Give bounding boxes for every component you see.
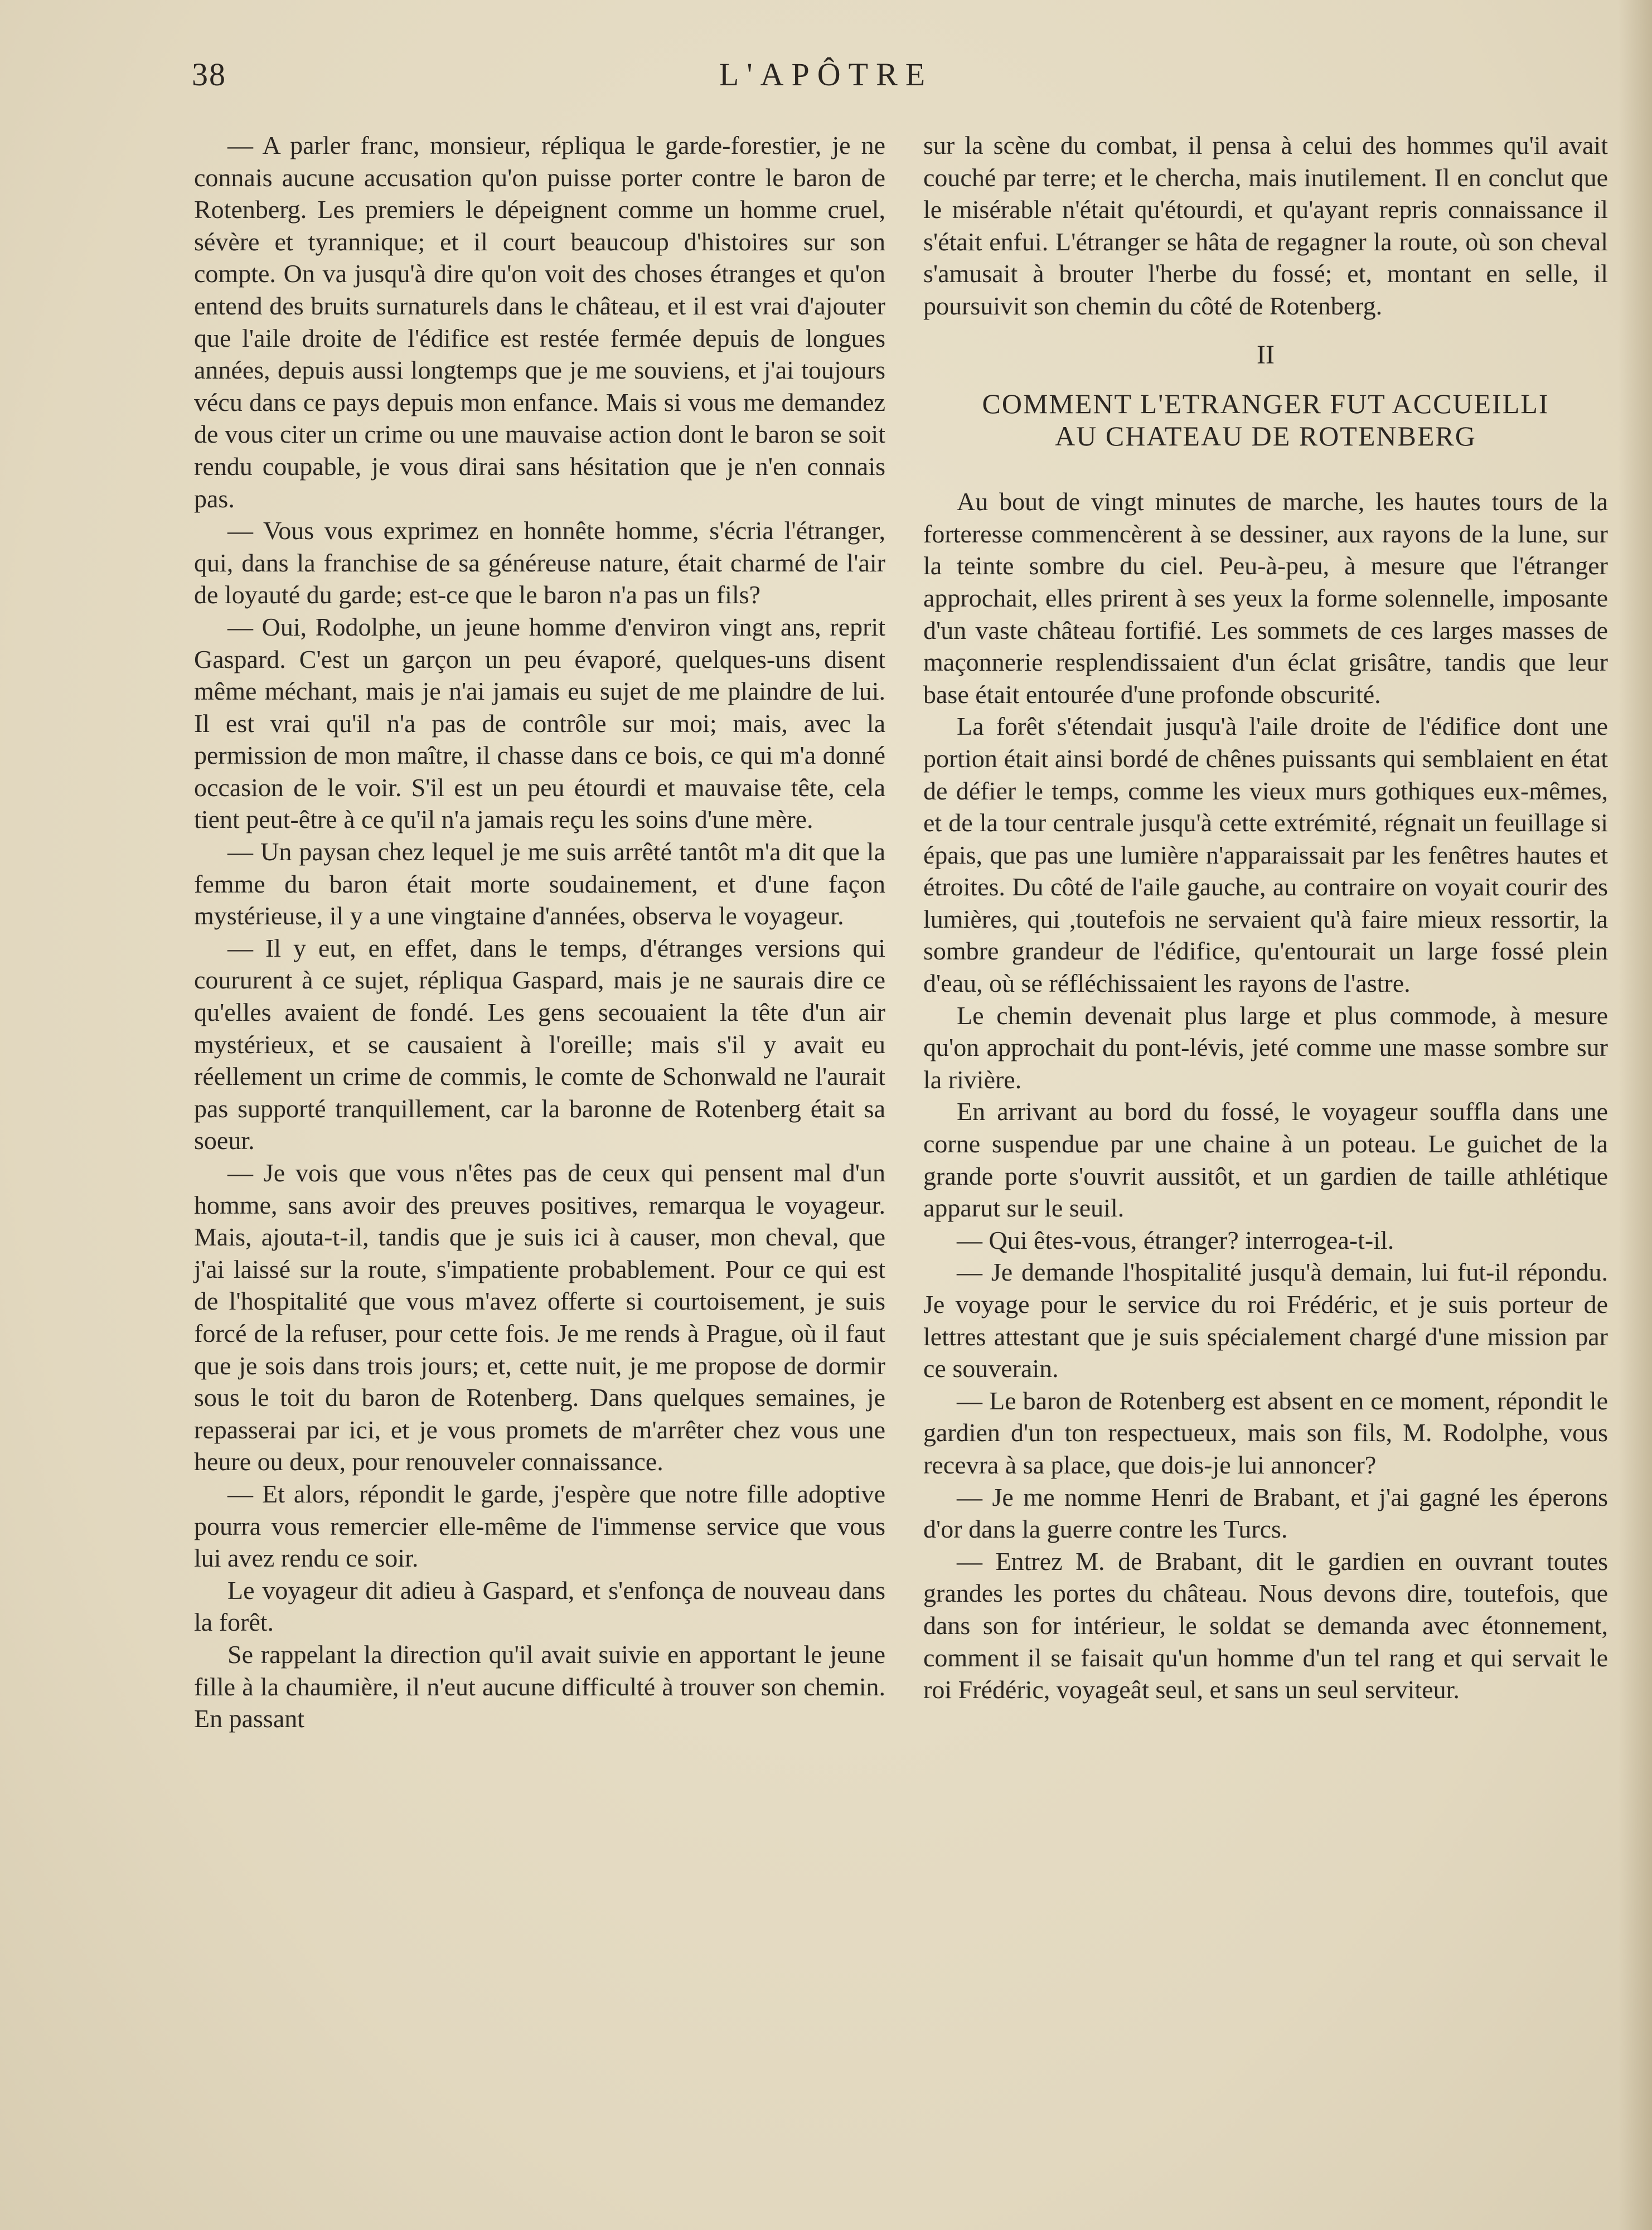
paragraph: Au bout de vingt minutes de marche, les hautes tours de la forteresse commencèrent à se dessiner, aux rayons de la lune, sur la teinte sombre du ciel. Peu-à-peu, à mesure que l'étranger approchait, elles prirent à ses yeux la forme solennelle, imposante d'un vaste château fortifié. Les sommets de ces larges masses de maçonnerie resplendissaient d'un éclat grisâtre, tandis que leur base était entourée d'une profonde obscurité. bbox=[923, 487, 1608, 709]
paragraph: — Et alors, répondit le garde, j'espère que notre fille adoptive pourra vous remercier elle-même de l'immense service que vous lui avez rendu ce soir. bbox=[194, 1479, 885, 1573]
running-title: L'APÔTRE bbox=[719, 56, 933, 93]
section-title-line: COMMENT L'ETRANGER FUT ACCUEILLI bbox=[982, 388, 1549, 420]
paragraph: — Le baron de Rotenberg est absent en ce moment, répondit le gardien d'un ton respectueux, mais son fils, M. Rodolphe, vous recevra à sa place, que dois-je lui annoncer? bbox=[923, 1386, 1608, 1479]
paragraph: — Oui, Rodolphe, un jeune homme d'environ vingt ans, reprit Gaspard. C'est un garçon un peu évaporé, quelques-uns disent même méchant, mais je n'ai jamais eu sujet de me plaindre de lui. Il est vrai qu'il n'a pas de contrôle sur moi; mais, avec la permission de mon maître, il chasse dans ce bois, ce qui m'a donné occasion de le voir. S'il est un peu étourdi et mauvaise tête, cela tient peut-être à ce qu'il n'a jamais reçu les soins d'une mère. bbox=[194, 612, 885, 834]
paragraph: — A parler franc, monsieur, répliqua le garde-forestier, je ne connais aucune accusation qu'on puisse porter contre le baron de Rotenberg. Les premiers le dépeignent comme un homme cruel, sévère et tyrannique; et il court beaucoup d'histoires sur son compte. On va jusqu'à dire qu'on voit des choses étranges et qu'on entend des bruits surnaturels dans le château, et il est vrai d'ajouter que l'aile droite de l'édifice est restée fermée depuis de longues années, depuis aussi longtemps que je me souviens, et j'ai toujours vécu dans ce pays depuis mon enfance. Mais si vous me demandez de vous citer un crime ou une mauvaise action dont le baron se soit rendu coupable, je vous dirai sans hésitation que je n'en connais pas. bbox=[194, 131, 885, 513]
paragraph: — Qui êtes-vous, étranger? interrogea-t-il. bbox=[957, 1225, 1394, 1254]
right-column bbox=[923, 129, 1608, 1706]
paragraph: La forêt s'étendait jusqu'à l'aile droite de l'édifice dont une portion était ainsi bordé de chênes puissants qui semblaient en état de défier le temps, comme les vieux murs gothiques eux-mêmes, et de la tour centrale jusqu'à cette extrémité, régnait un feuillage si épais, que pas une lumière n'apparaissait par les fenêtres hautes et étroites. Du côté de l'aile gauche, au contraire on voyait courir des lumières, qui ,toutefois ne servaient qu'à faire mieux ressortir, la sombre grandeur de l'édifice, qu'entourait un large fossé plein d'eau, où se réfléchissaient les rayons de l'astre. bbox=[923, 712, 1608, 998]
paragraph: — Je me nomme Henri de Brabant, et j'ai gagné les éperons d'or dans la guerre contre les Turcs. bbox=[923, 1482, 1608, 1544]
section-number: II bbox=[1257, 340, 1275, 370]
section-title-line: AU CHATEAU DE ROTENBERG bbox=[1055, 420, 1476, 452]
paragraph: — Je vois que vous n'êtes pas de ceux qui pensent mal d'un homme, sans avoir des preuves positives, remarqua le voyageur. Mais, ajouta-t-il, tandis que je suis ici à causer, mon cheval, que j'ai laissé sur la route, s'impatiente probablement. Pour ce qui est de l'hospitalité que vous m'avez offerte si courtoisement, je suis forcé de la refuser, pour cette fois. Je me rends à Prague, où il faut que je sois dans trois jours; et, cette nuit, je me propose de dormir sous le toit du baron de Rotenberg. Dans quelques semaines, je repasserai par ici, et je vous promets de m'arrêter chez vous une heure ou deux, pour renouveler connaissance. bbox=[194, 1158, 885, 1476]
page-number: 38 bbox=[192, 56, 226, 93]
paragraph: — Un paysan chez lequel je me suis arrêté tantôt m'a dit que la femme du baron était morte soudainement, et d'une façon mystérieuse, il y a une vingtaine d'années, observa le voyageur. bbox=[194, 837, 885, 930]
paragraph: En arrivant au bord du fossé, le voyageur souffla dans une corne suspendue par une chaine à un poteau. Le guichet de la grande porte s'ouvrit aussitôt, et un gardien de taille athlétique apparut sur le seuil. bbox=[923, 1097, 1608, 1223]
paragraph: — Il y eut, en effet, dans le temps, d'étranges versions qui coururent à ce sujet, répliqua Gaspard, mais je ne saurais dire ce qu'elles avaient de fondé. Les gens secouaient la tête d'un air mystérieux, et se causaient à l'oreille; mais s'il y avait eu réellement un crime de commis, le comte de Schonwald ne l'aurait pas supporté tranquillement, car la baronne de Rotenberg était sa soeur. bbox=[194, 933, 885, 1155]
paragraph: Se rappelant la direction qu'il avait suivie en apportant le jeune fille à la chaumière, il n'eut aucune difficulté à trouver son chemin. En passant bbox=[194, 1640, 885, 1733]
paragraph: Le chemin devenait plus large et plus commode, à mesure qu'on approchait du pont-lévis, jeté comme une masse sombre sur la rivière. bbox=[923, 1001, 1608, 1094]
paragraph: — Vous vous exprimez en honnête homme, s'écria l'étranger, qui, dans la franchise de sa généreuse nature, était charmé de l'air de loyauté du garde; est-ce que le baron n'a pas un fils? bbox=[194, 516, 885, 609]
section-title bbox=[923, 387, 1608, 452]
paragraph-continuation: sur la scène du combat, il pensa à celui des hommes qu'il avait couché par terre; et le chercha, mais inutilement. Il en conclut que le misérable n'était qu'étourdi, et qu'ayant repris connaissance il s'était enfui. L'étranger se hâta de regagner la route, où son cheval s'amusait à brouter l'herbe du fossé; et, montant en selle, il poursuivit son chemin du côté de Rotenberg. bbox=[923, 131, 1608, 320]
paragraph: — Je demande l'hospitalité jusqu'à demain, lui fut-il répondu. Je voyage pour le service du roi Frédéric, et je suis porteur de lettres attestant que je suis spécialement chargé d'une mission par ce souverain. bbox=[923, 1258, 1608, 1383]
page-edge-shadow bbox=[1619, 0, 1652, 2230]
left-column bbox=[194, 129, 885, 1735]
paragraph: — Entrez M. de Brabant, dit le gardien en ouvrant toutes grandes les portes du château. Nous devons dire, toutefois, que dans son for intérieur, le soldat se demanda avec étonnement, comment il se faisait qu'un homme d'un tel rang et qui servait le roi Frédéric, voyageât seul, et sans un seul serviteur. bbox=[923, 1547, 1608, 1704]
paragraph: Le voyageur dit adieu à Gaspard, et s'enfonça de nouveau dans la forêt. bbox=[194, 1575, 885, 1637]
